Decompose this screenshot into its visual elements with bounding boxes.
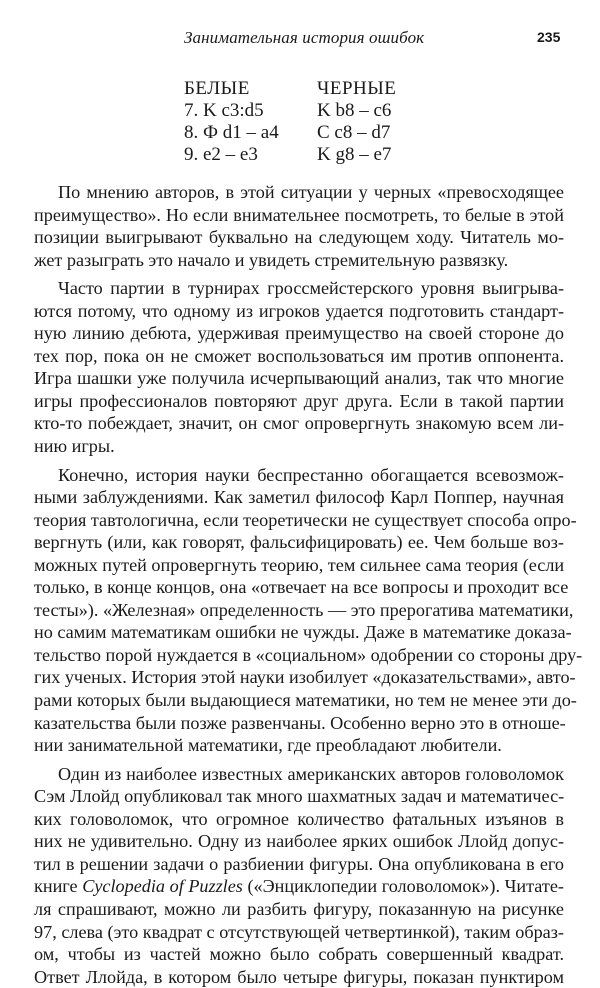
- text-line: нии занимательной математики, где преобладают любители.: [34, 735, 502, 756]
- paragraph: [34, 277, 564, 457]
- black-moves-column: [317, 78, 396, 166]
- text-fragment: книге: [34, 876, 83, 897]
- text-line: Часто партии в турнирах гроссмейстерского уровня выигрыва-: [58, 278, 564, 299]
- paragraph: [34, 763, 564, 988]
- text-line: можных путей опровергнуть теорию, тем сильнее сама теория (если: [34, 554, 565, 575]
- text-line: 97, слева (это квадрат с отсутствующей четвертинкой), таким образ-: [34, 921, 564, 942]
- text-line: ля спрашивают, можно ли разбить фигуру, показанную на рисунке: [34, 898, 564, 919]
- text-line: ются потому, что одному из игроков удается подготовить стандарт-: [34, 300, 564, 321]
- text-line: только, в конце концов, она «отвечает на все вопросы и проходит все: [34, 577, 569, 598]
- black-move: K g8 – e7: [317, 144, 392, 165]
- text-line: казательства были позже развенчаны. Особенно верно это в отноше-: [34, 712, 566, 733]
- white-move: 8. Ф d1 – a4: [184, 122, 279, 143]
- text-line: гих ученых. История этой науки изобилует «доказательствами», авто-: [34, 667, 576, 688]
- text-line: преимущество». Но если внимательнее посмотреть, то белые в этой: [34, 204, 564, 225]
- white-heading: БЕЛЫЕ: [184, 78, 250, 99]
- text-line: Конечно, история науки беспрестанно обогащается всевозмож-: [58, 464, 564, 485]
- text-fragment: («Энциклопедии головоломок»). Читате-: [242, 876, 564, 897]
- text-line: теория тавтологична, если теоретически не существует способа опро-: [34, 509, 577, 530]
- running-title: Занимательная история ошибок: [184, 28, 425, 47]
- text-line: Ответ Ллойда, в котором было четыре фигуры, показан пунктиром: [34, 966, 564, 987]
- text-line: ную линию дебюта, удерживая преимущество на своей стороне до: [34, 323, 564, 344]
- text-line: Один из наиболее известных американских авторов головоломок: [58, 763, 564, 784]
- black-heading: ЧЕРНЫЕ: [317, 78, 397, 99]
- black-move: K b8 – c6: [317, 100, 392, 121]
- text-line: игры профессионалов повторяют друг друга. Если в такой партии: [34, 390, 564, 411]
- text-line: ом, чтобы из частей можно было собрать совершенный квадрат.: [34, 944, 564, 965]
- white-move: 9. e2 – e3: [184, 144, 258, 165]
- text-line: ких головоломок, что огромное количество фатальных изъянов в: [34, 808, 564, 829]
- black-move: C c8 – d7: [317, 122, 391, 143]
- text-line: тесты»). «Железная» определенность — это прерогатива математики,: [34, 599, 574, 620]
- text-line: рами которых были выдающиеся математики, но тем не менее эти до-: [34, 690, 577, 711]
- text-line: По мнению авторов, в этой ситуации у черных «превосходящее: [58, 182, 564, 202]
- text-line: ными заблуждениями. Как заметил философ Карл Поппер, научная: [34, 487, 564, 508]
- book-title: Cyclopedia of Puzzles: [82, 876, 243, 897]
- text-line: Игра шашки уже получила исчерпывающий анализ, так что многие: [34, 368, 564, 389]
- text-line: тельство порой нуждается в «социальном» одобрении со стороны дру-: [34, 644, 583, 665]
- text-line-with-book-title: [34, 875, 564, 898]
- text-line: тех пор, пока он не сможет воспользоваться им против оппонента.: [34, 345, 564, 366]
- white-moves-column: [184, 78, 279, 166]
- text-line: кто-то побеждает, значит, он смог опровергнуть знакомую всем ли-: [34, 413, 564, 434]
- text-line: позиции выигрывают буквально на следующем ходу. Читатель мо-: [34, 227, 564, 248]
- white-move: 7. K c3:d5: [184, 100, 264, 121]
- text-line: Сэм Ллойд опубликовал так много шахматных задач и математичес-: [34, 786, 565, 807]
- page-number: 235: [537, 29, 561, 45]
- text-line: жет разыграть это начало и увидеть стремительную развязку.: [34, 249, 509, 270]
- paragraph: [34, 464, 583, 757]
- text-line: нию игры.: [34, 436, 115, 457]
- text-line: вергнуть (или, как говорят, фальсифицировать) ее. Чем больше воз-: [34, 532, 564, 553]
- body-text: [34, 181, 583, 988]
- text-line: них не удивительно. Одну из наиболее ярких ошибок Ллойд допус-: [34, 831, 564, 852]
- paragraph: [34, 181, 564, 271]
- text-line: но самим математикам ошибки не чужды. Даже в математике доказа-: [34, 622, 572, 643]
- text-line: тил в решении задачи о разбиении фигуры. Она опубликована в его: [34, 853, 564, 874]
